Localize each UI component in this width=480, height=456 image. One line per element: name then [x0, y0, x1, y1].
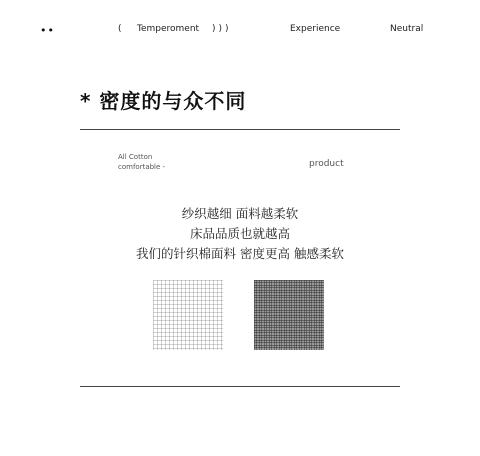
description-line-1: 纱织越细 面料越柔软 — [181, 206, 299, 221]
description-line-2: 床品品质也就越高 — [189, 226, 290, 241]
paren-open: ( — [118, 24, 122, 34]
subtitle-line-2: comfortable - — [118, 163, 166, 171]
divider-bottom — [80, 386, 400, 387]
subtitle-line-1: All Cotton — [118, 153, 153, 161]
product-label: product — [309, 159, 344, 169]
section-title: * 密度的与众不同 — [80, 89, 247, 113]
paren-close: ))) — [212, 24, 232, 34]
description-block — [80, 204, 400, 264]
nav-experience: Experience — [290, 24, 341, 34]
fabric-swatch-dense — [254, 280, 324, 350]
fabric-swatch-coarse — [153, 280, 223, 350]
nav-temperament: Temperoment — [137, 24, 200, 34]
divider-top — [80, 129, 400, 130]
decorative-dots: •• — [40, 24, 55, 37]
nav-neutral: Neutral — [390, 24, 424, 34]
subtitle-left — [118, 152, 165, 172]
description-line-3: 我们的针织棉面料 密度更高 触感柔软 — [136, 246, 344, 261]
